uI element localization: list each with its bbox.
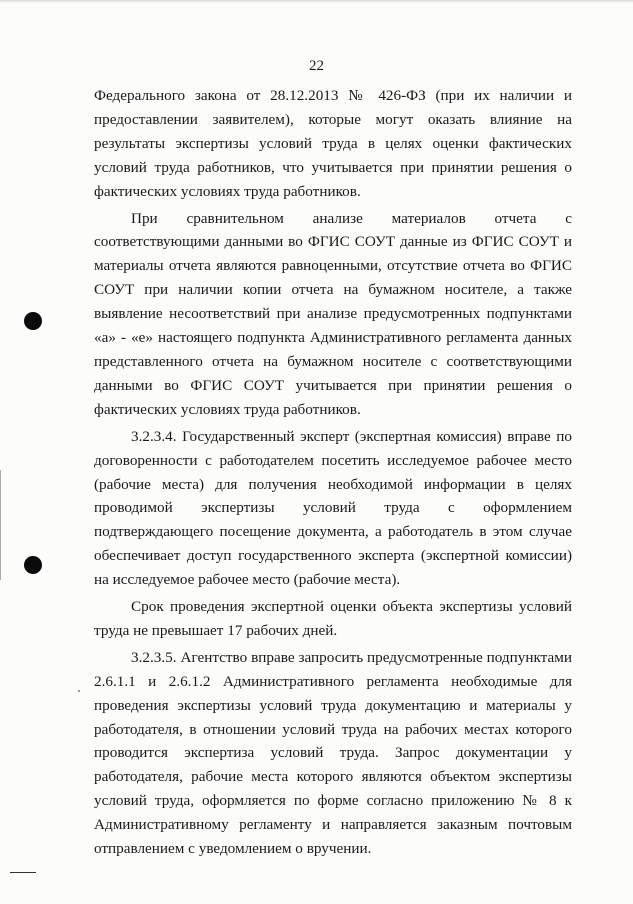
punch-hole-lower bbox=[24, 556, 42, 574]
scan-edge-line bbox=[0, 470, 1, 580]
punch-hole-upper bbox=[24, 312, 42, 330]
paragraph-comparative-analysis: При сравнительном анализе материалов отчета с соответствующими данными во ФГИС СОУТ данные из ФГИС СОУТ и материалы отчета являются равноценными, отсутствие отчета во ФГИС СОУТ при наличии копии отчета на бумажном носителе, а также выявление несоответствий при анализе предусмотренных подпунктами «а» - «е» настоящего подпункта Административного регламента данных представленного отчета на бумажном носителе с соответствующими данными во ФГИС СОУТ учитывается при принятии решения о фактических условиях труда работников. bbox=[94, 209, 572, 418]
paragraph-deadline: Срок проведения экспертной оценки объекта экспертизы условий труда не превышает 17 рабочих дней. bbox=[94, 598, 572, 639]
scan-speck bbox=[78, 690, 80, 692]
page-top-edge bbox=[0, 0, 633, 3]
page-number: 22 bbox=[309, 58, 324, 74]
paragraph-3-2-3-5: 3.2.3.5. Агентство вправе запросить предусмотренные подпунктами 2.6.1.1 и 2.6.1.2 Административного регламента необходимые для проведения экспертизы условий труда документацию и материалы у работодателя, в отношении условий труда на рабочих местах которого проводится экспертиза условий труда. Запрос документации у работодателя, рабочие места которого являются объектом экспертизы условий труда, оформляется по форме согласно приложению № 8 к Административному регламенту и направляется заказным почтовым отправлением с уведомлением о вручении. bbox=[94, 648, 572, 858]
document-body bbox=[94, 84, 572, 861]
paragraph-continuation: Федерального закона от 28.12.2013 № 426-ФЗ (при их наличии и предоставлении заявителем), которые могут оказать влияние на результаты экспертизы условий труда в целях оценки фактических условий труда работников, что учитывается при принятии решения о фактических условиях труда работников. bbox=[94, 87, 572, 200]
paragraph-3-2-3-4: 3.2.3.4. Государственный эксперт (экспертная комиссия) вправе по договоренности с работодателем посетить исследуемое рабочее место (рабочие места) для получения необходимой информации в целях проводимой экспертизы условий труда с оформлением подтверждающего посещение документа, а работодатель в этом случае обеспечивает доступ государственного эксперта (экспертной комиссии) на исследуемое рабочее место (рабочие места). bbox=[94, 427, 572, 589]
margin-mark bbox=[10, 872, 36, 873]
